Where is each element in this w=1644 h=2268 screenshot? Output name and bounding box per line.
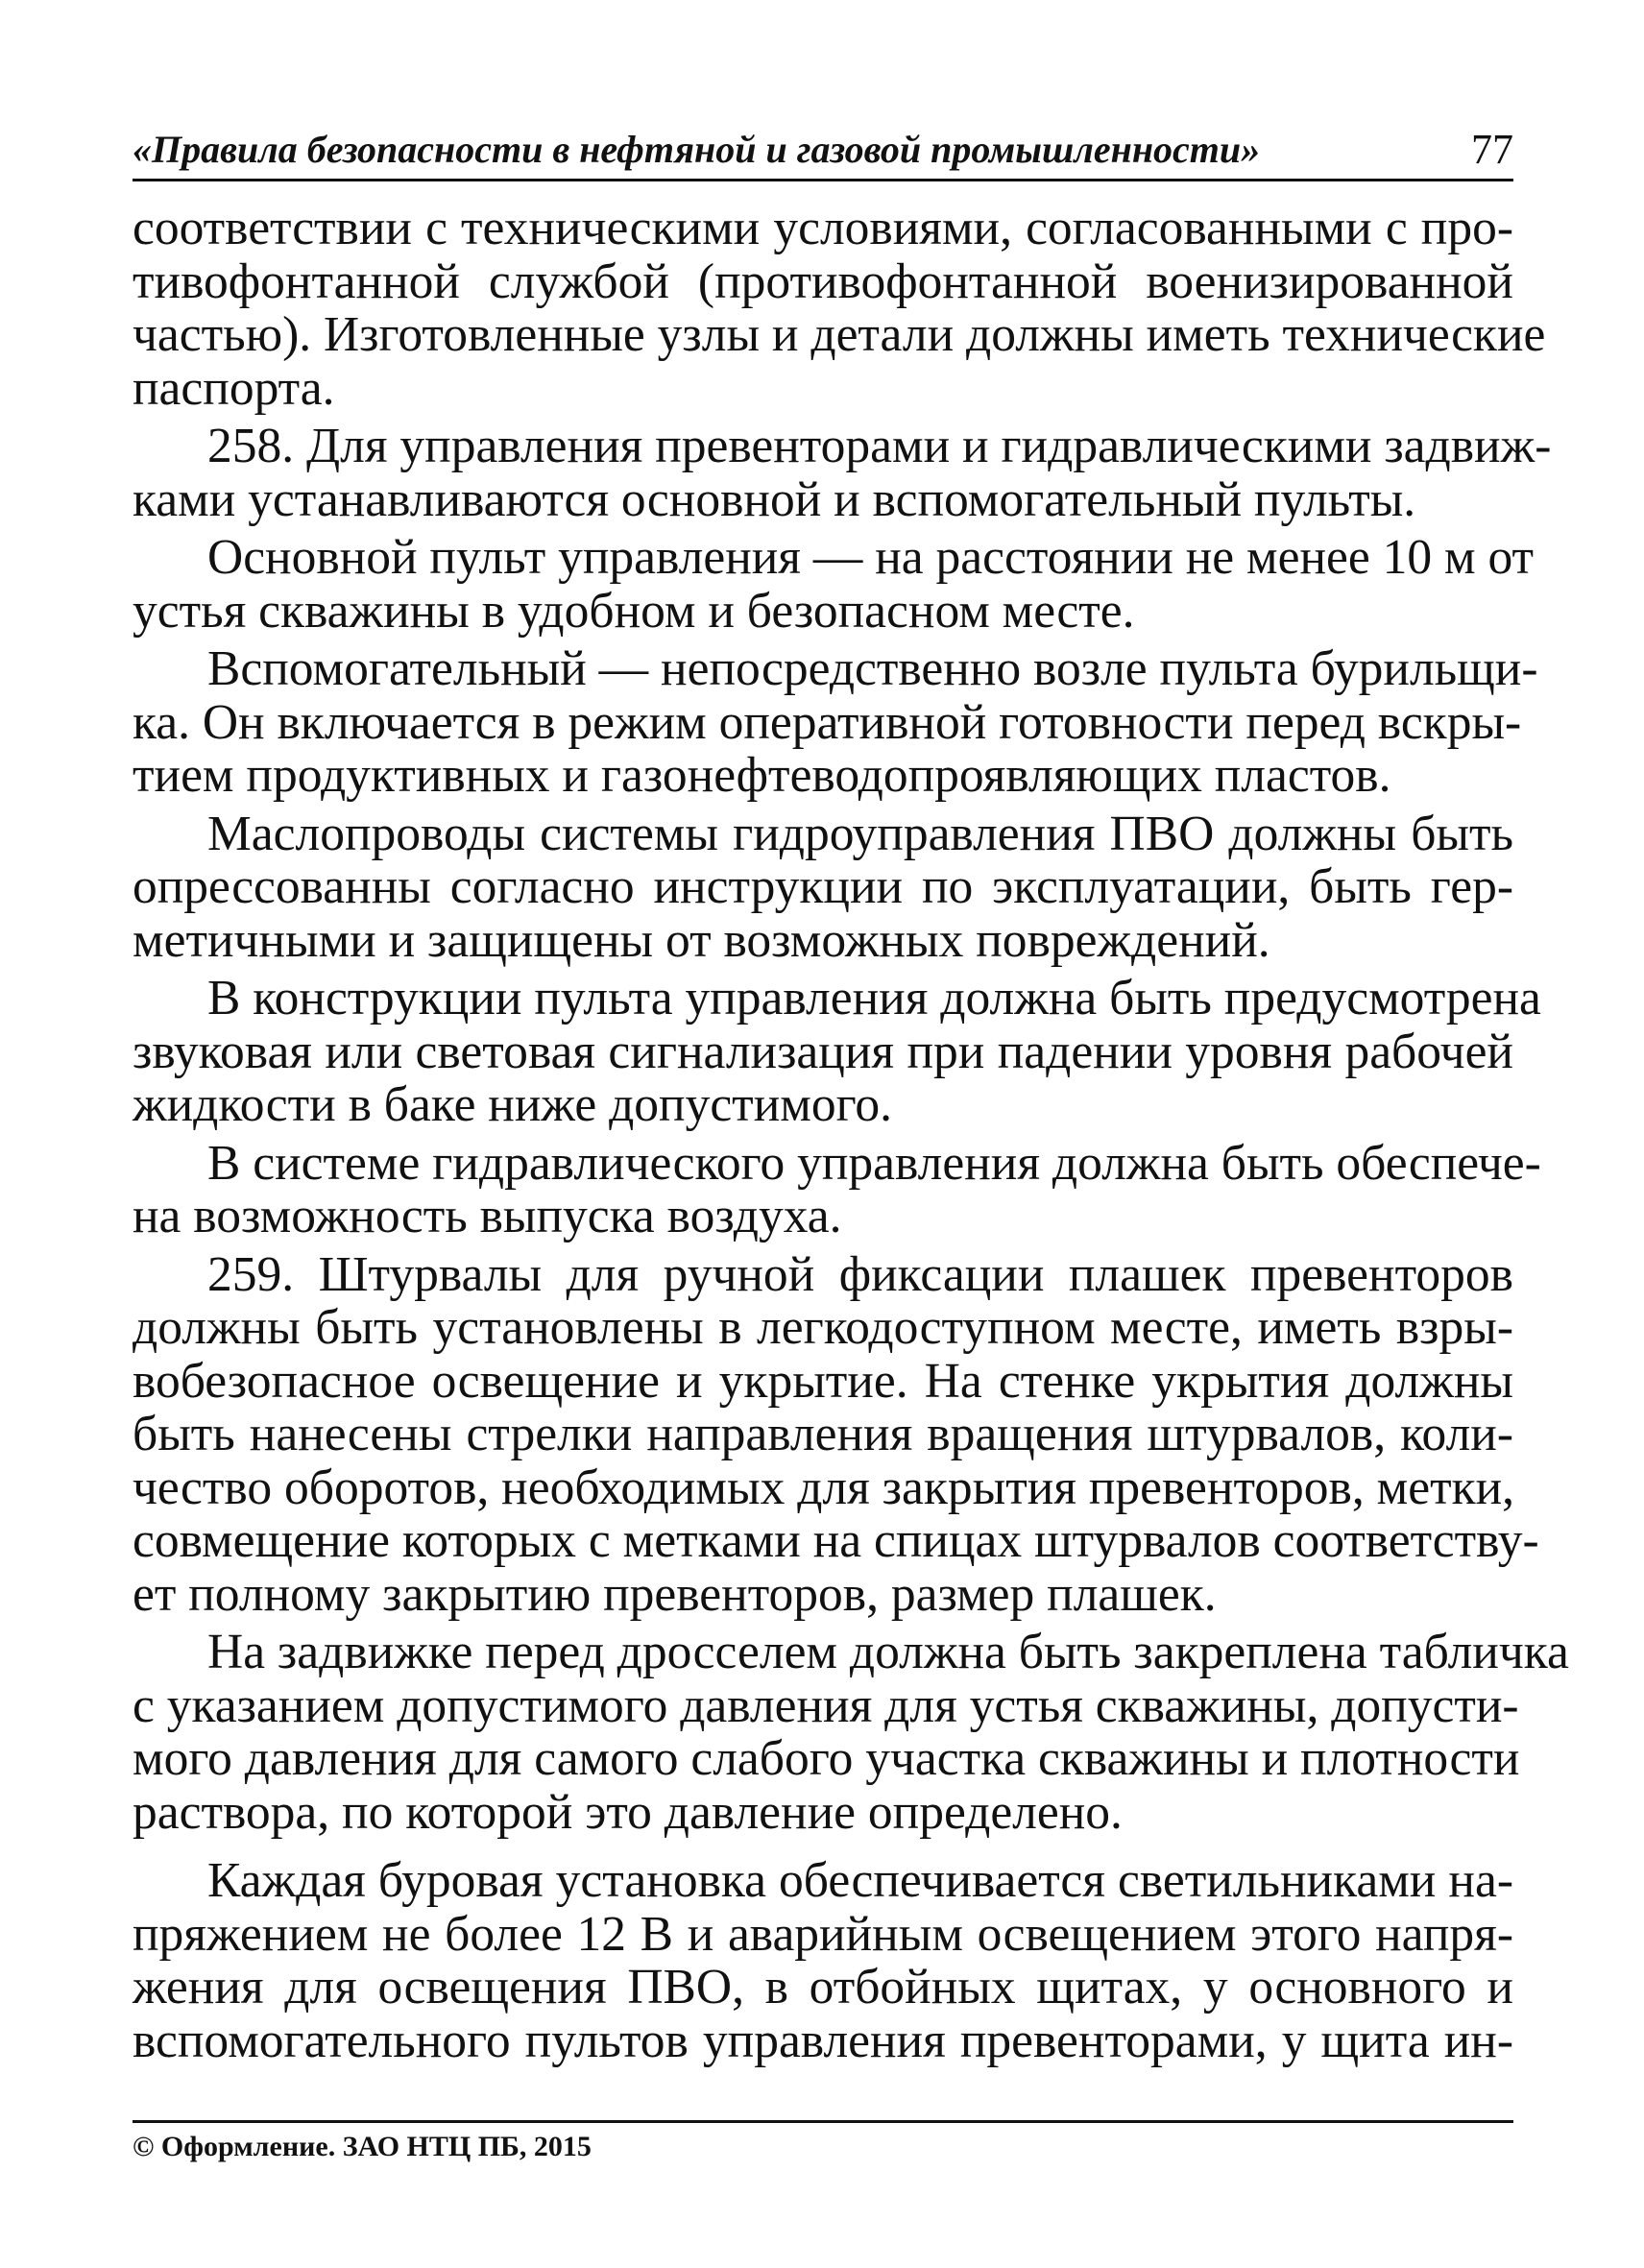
text-line: быть нанесены стрелки направления вращения штурвалов, коли- xyxy=(133,1407,1513,1461)
text-line: мого давления для самого слабого участка скважины и плотности xyxy=(133,1731,1520,1786)
running-header-title: «Правила безопасности в нефтяной и газовой промышленности» xyxy=(133,128,1261,171)
text-line: В конструкции пульта управления должна быть предусмотрена xyxy=(207,971,1541,1025)
text-line: тивофонтанной службой (противофонтанной военизированной xyxy=(133,253,1513,309)
text-line: 259. Штурвалы для ручной фиксации плашек превенторов xyxy=(207,1246,1513,1302)
running-header xyxy=(133,123,1513,181)
paragraph xyxy=(133,201,1546,416)
paragraph xyxy=(133,530,1535,639)
paragraph xyxy=(133,808,1513,968)
paragraph-258 xyxy=(133,419,1552,527)
footer-divider xyxy=(133,2120,1513,2123)
text-line: с указанием допустимого давления для устья скважины, допусти- xyxy=(133,1677,1519,1733)
text-line: ет полному закрытию превенторов, размер плашек. xyxy=(133,1566,1217,1622)
text-line: Каждая буровая установка обеспечивается светильниками на- xyxy=(207,1853,1513,1908)
paragraph xyxy=(133,1854,1513,2067)
text-line: должны быть установлены в легкодоступном месте, иметь взры- xyxy=(133,1300,1513,1355)
paragraph xyxy=(133,641,1538,803)
body-text xyxy=(133,201,1569,2068)
text-line: В системе гидравлического управления должна быть обеспече- xyxy=(207,1135,1541,1191)
text-line: ка. Он включается в режим оперативной готовности перед вскры- xyxy=(133,694,1522,750)
text-line: жидкости в баке ниже допустимого. xyxy=(133,1077,893,1132)
text-line: совмещение которых с метками на спицах штурвалов соответству- xyxy=(133,1513,1539,1568)
text-line: соответствии с техническими условиями, согласованными с про- xyxy=(133,201,1513,255)
text-line: На задвижке перед дросселем должна быть закреплена табличка xyxy=(207,1625,1569,1679)
text-line: метичными и защищены от возможных повреждений. xyxy=(133,912,1270,968)
paragraph-259 xyxy=(133,1246,1539,1622)
text-line: ками устанавливаются основной и вспомогательный пульты. xyxy=(133,471,1416,527)
text-line: на возможность выпуска воздуха. xyxy=(133,1189,842,1243)
text-line: жения для освещения ПВО, в отбойных щитах, у основного и xyxy=(133,1960,1513,2015)
text-line: опрессованны согласно инструкции по эксплуатации, быть гер- xyxy=(133,859,1513,914)
text-line: частью). Изготовленные узлы и детали должны иметь технические xyxy=(133,307,1546,362)
text-line: устья скважины в удобном и безопасном месте. xyxy=(133,583,1135,639)
text-line: вобезопасное освещение и укрытие. На стенке укрытия должны xyxy=(133,1353,1513,1409)
paragraph xyxy=(133,1135,1541,1243)
text-line: Вспомогательный — непосредственно возле пульта бурильщи- xyxy=(207,641,1538,696)
text-line: пряжением не более 12 В и аварийным освещением этого напря- xyxy=(133,1906,1513,1962)
text-line: вспомогательного пультов управления превенторами, у щита ин- xyxy=(133,2013,1513,2068)
text-line: чество оборотов, необходимых для закрытия превенторов, метки, xyxy=(133,1460,1515,1515)
text-line: паспорта. xyxy=(133,360,335,416)
text-line: раствора, по которой это давление определено. xyxy=(133,1784,1123,1840)
paragraph xyxy=(133,971,1541,1132)
footer-copyright: © Оформление. ЗАО НТЦ ПБ, 2015 xyxy=(133,2131,592,2162)
text-line: 258. Для управления превенторами и гидравлическими задвиж- xyxy=(207,419,1552,473)
paragraph xyxy=(133,1625,1569,1840)
text-line: тием продуктивных и газонефтеводопроявляющих пластов. xyxy=(133,748,1391,803)
text-line: Основной пульт управления — на расстоянии не менее 10 м от xyxy=(207,530,1535,585)
header-divider xyxy=(133,179,1513,181)
text-line: Маслопроводы системы гидроуправления ПВО должны быть xyxy=(207,806,1513,861)
text-line: звуковая или световая сигнализация при падении уровня рабочей xyxy=(133,1024,1513,1079)
page-number: 77 xyxy=(1471,126,1513,173)
